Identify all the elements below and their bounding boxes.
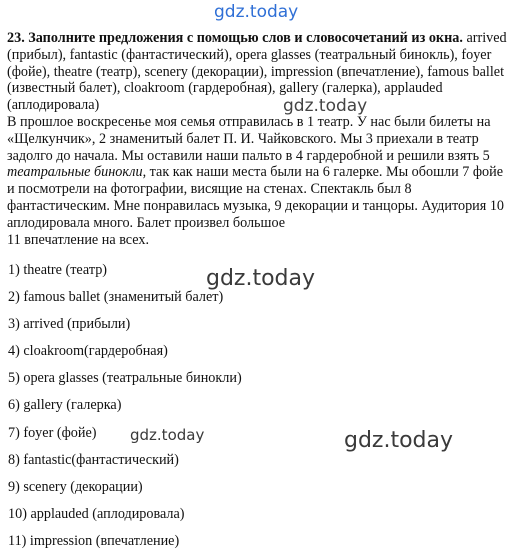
answer-item: 3) arrived (прибыли) — [8, 316, 131, 333]
answer-item: 9) scenery (декорации) — [8, 478, 143, 495]
watermark-center: gdz.today — [206, 266, 316, 291]
answer-list — [8, 262, 513, 560]
watermark-right: gdz.today — [344, 428, 454, 453]
exercise-title: Заполните предложения с помощью слов и словосочетаний из окна. — [28, 30, 463, 46]
answer-item: 2) famous ballet (знаменитый балет) — [8, 289, 224, 306]
watermark-top: gdz.today — [214, 2, 299, 22]
answer-item: 4) cloakroom(гардеробная) — [8, 343, 168, 360]
answer-item: 11) impression (впечатление) — [8, 532, 180, 549]
exercise-text — [7, 114, 512, 232]
answer-item: 5) opera glasses (театральные бинокли) — [8, 370, 242, 387]
word-box: arrived (прибыл), fantastic (фантастический), opera glasses (театральный бинокль), foyer (фойе), theatre (театр), scenery (декорации), impression (впечатление), famous ballet (известный балет), cloakroom (гардеробная), gallery (галерка), applauded (аплодировала) — [7, 30, 507, 114]
exercise-text-last-line: 11 впечатление на всех. — [7, 231, 150, 248]
answer-item: 1) theatre (театр) — [8, 262, 108, 278]
text-italic-phrase: театральные бинокли — [7, 164, 143, 181]
answer-item: 8) fantastic(фантастический) — [8, 451, 179, 468]
text-part-2: , так как наши места были на 6 галерке. Мы обошли 7 фойе и посмотрели на фотографии, висящие на стенах. Спектакль был 8 фантастическим. Мне понравилась музыка, 9 декорации и танцоры. Аудитория 10 аплодировала много. Балет произвел большое — [7, 164, 505, 231]
watermark-small: gdz.today — [130, 426, 205, 444]
answer-item: 10) applauded (аплодировала) — [8, 505, 185, 522]
exercise-number: 23. — [7, 30, 25, 46]
watermark-inline: gdz.today — [283, 96, 368, 116]
exercise-heading — [7, 30, 512, 114]
answer-item: 7) foyer (фойе) — [8, 424, 97, 441]
answer-item: 6) gallery (галерка) — [8, 397, 122, 414]
text-part-1: В прошлое воскресенье моя семья отправилась в 1 театр. У нас были билеты на «Щелкунчик», 2 знаменитый балет П. И. Чайковского. Мы 3 приехали в театр задолго до начала. Мы оставили наши пальто в 4 гардеробной и решили взять 5 — [7, 113, 491, 164]
exercise-block — [7, 30, 512, 248]
